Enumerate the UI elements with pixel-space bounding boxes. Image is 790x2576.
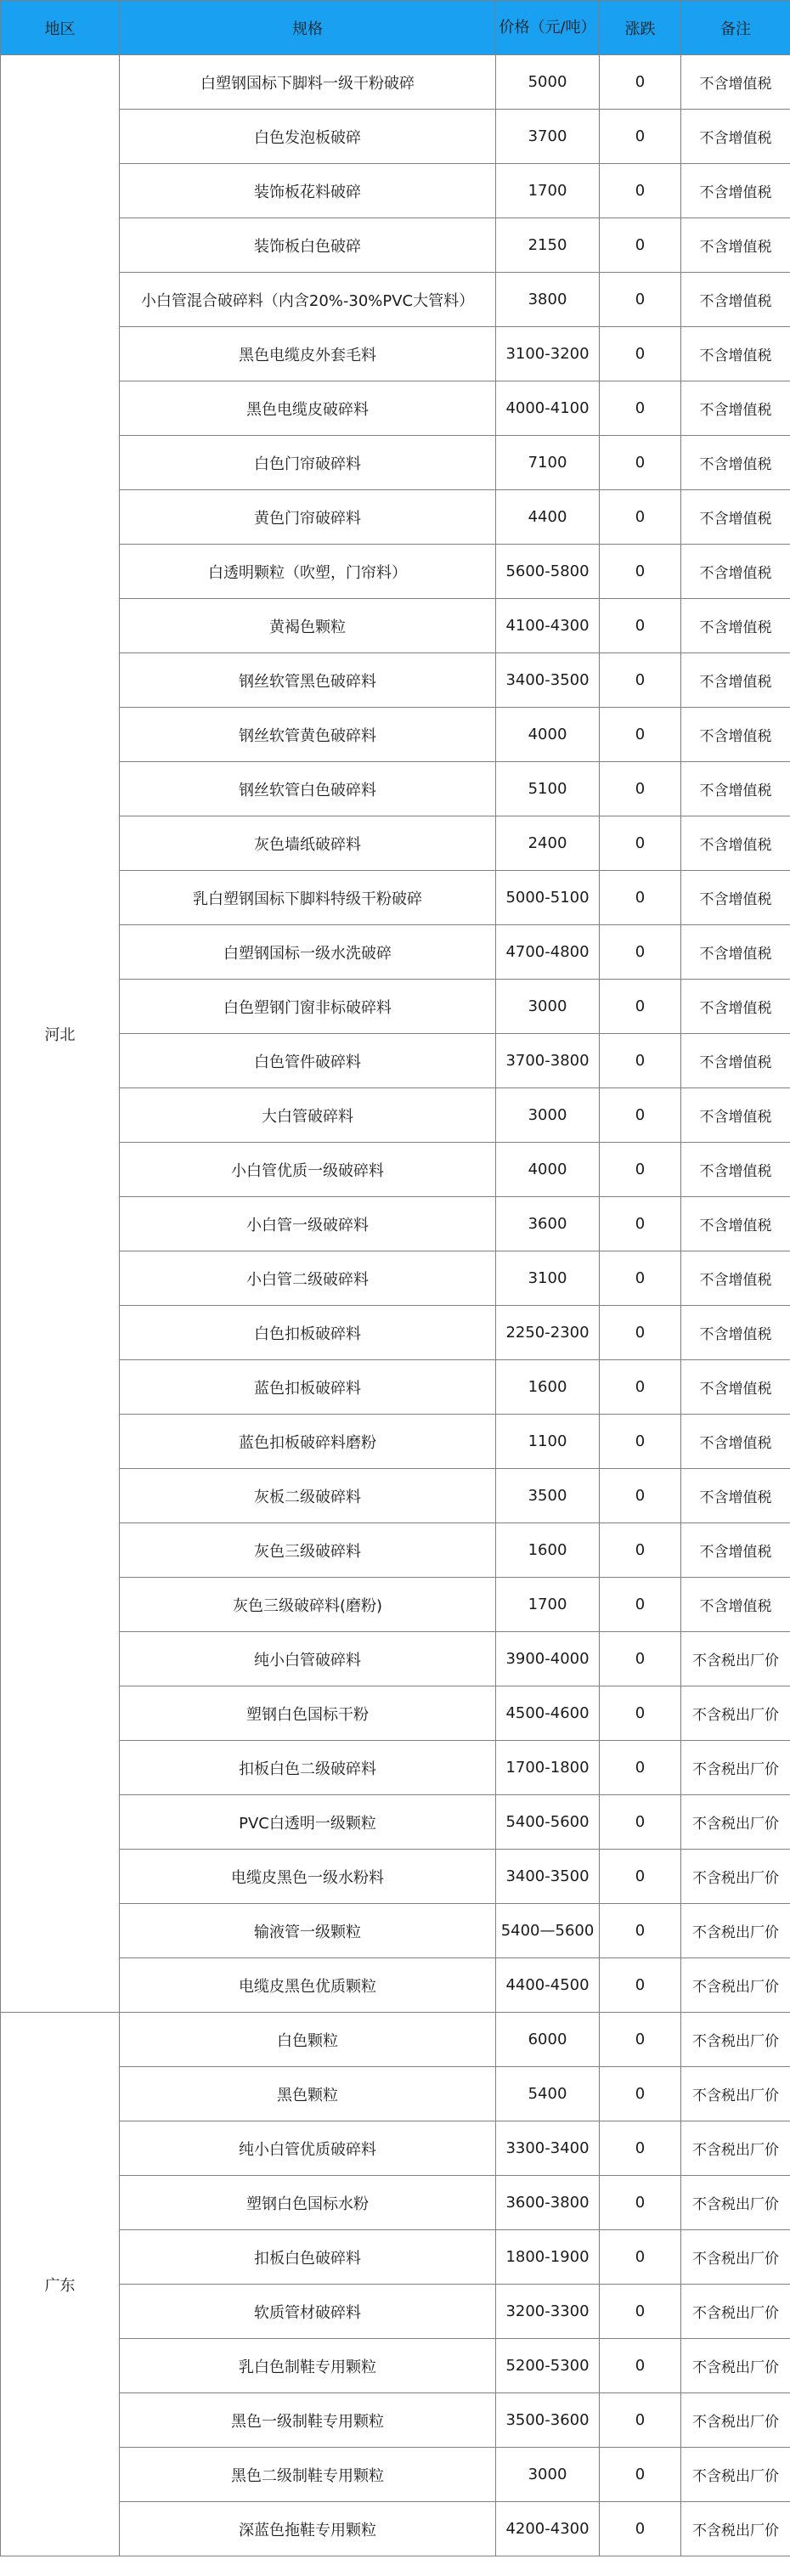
price-cell: 1100 bbox=[496, 1415, 600, 1469]
table-body bbox=[1, 55, 790, 2556]
spec-cell: 装饰板花料破碎 bbox=[120, 164, 496, 218]
spec-cell: 白色颗粒 bbox=[120, 2013, 496, 2067]
table-row bbox=[1, 1795, 790, 1850]
table-row bbox=[1, 708, 790, 762]
price-cell: 4400-4500 bbox=[496, 1958, 600, 2013]
spec-cell: 软质管材破碎料 bbox=[120, 2285, 496, 2339]
table-header-row bbox=[1, 1, 790, 55]
table-row bbox=[1, 2121, 790, 2176]
table-row bbox=[1, 2230, 790, 2285]
table-row bbox=[1, 2176, 790, 2230]
price-cell: 1700 bbox=[496, 1578, 600, 1632]
table-row bbox=[1, 925, 790, 980]
change-cell: 0 bbox=[600, 2230, 681, 2285]
note-cell: 不含增值税 bbox=[681, 381, 790, 436]
price-cell: 5400-5600 bbox=[496, 1795, 600, 1850]
price-cell: 3600-3800 bbox=[496, 2176, 600, 2230]
price-cell: 3000 bbox=[496, 2448, 600, 2502]
price-cell: 3900-4000 bbox=[496, 1632, 600, 1686]
table-row bbox=[1, 762, 790, 816]
table-row bbox=[1, 110, 790, 164]
spec-cell: 钢丝软管黑色破碎料 bbox=[120, 653, 496, 708]
price-cell: 4400 bbox=[496, 490, 600, 545]
change-cell: 0 bbox=[600, 1795, 681, 1850]
change-header: 涨跌 bbox=[600, 1, 681, 55]
spec-cell: 灰色三级破碎料 bbox=[120, 1523, 496, 1578]
price-cell: 4000-4100 bbox=[496, 381, 600, 436]
change-cell: 0 bbox=[600, 436, 681, 490]
note-cell: 不含税出厂价 bbox=[681, 2448, 790, 2502]
price-cell: 5000 bbox=[496, 55, 600, 110]
note-cell: 不含增值税 bbox=[681, 110, 790, 164]
note-cell: 不含增值税 bbox=[681, 55, 790, 110]
table-row bbox=[1, 164, 790, 218]
table-row bbox=[1, 653, 790, 708]
table-row bbox=[1, 1904, 790, 1958]
price-cell: 3100 bbox=[496, 1251, 600, 1306]
price-cell: 3500-3600 bbox=[496, 2393, 600, 2448]
table-row bbox=[1, 273, 790, 327]
price-cell: 3800 bbox=[496, 273, 600, 327]
price-cell: 3700 bbox=[496, 110, 600, 164]
spec-cell: 白色塑钢门窗非标破碎料 bbox=[120, 980, 496, 1034]
change-cell: 0 bbox=[600, 599, 681, 653]
change-cell: 0 bbox=[600, 2013, 681, 2067]
spec-cell: 小白管优质一级破碎料 bbox=[120, 1143, 496, 1197]
note-cell: 不含税出厂价 bbox=[681, 2393, 790, 2448]
change-cell: 0 bbox=[600, 1034, 681, 1088]
note-cell: 不含增值税 bbox=[681, 1360, 790, 1415]
table-row bbox=[1, 1197, 790, 1251]
change-cell: 0 bbox=[600, 1306, 681, 1360]
change-cell: 0 bbox=[600, 1360, 681, 1415]
note-cell: 不含增值税 bbox=[681, 599, 790, 653]
change-cell: 0 bbox=[600, 2339, 681, 2393]
change-cell: 0 bbox=[600, 653, 681, 708]
table-row bbox=[1, 55, 790, 110]
spec-cell: 白塑钢国标一级水洗破碎 bbox=[120, 925, 496, 980]
table-row bbox=[1, 1360, 790, 1415]
price-cell: 3400-3500 bbox=[496, 1850, 600, 1904]
spec-header: 规格 bbox=[120, 1, 496, 55]
table-row bbox=[1, 2502, 790, 2556]
change-cell: 0 bbox=[600, 2067, 681, 2121]
change-cell: 0 bbox=[600, 2121, 681, 2176]
change-cell: 0 bbox=[600, 110, 681, 164]
price-cell: 2150 bbox=[496, 218, 600, 273]
table-row bbox=[1, 218, 790, 273]
spec-cell: 黄褐色颗粒 bbox=[120, 599, 496, 653]
note-cell: 不含增值税 bbox=[681, 1415, 790, 1469]
note-cell: 不含税出厂价 bbox=[681, 2176, 790, 2230]
note-cell: 不含税出厂价 bbox=[681, 1741, 790, 1795]
price-cell: 4000 bbox=[496, 1143, 600, 1197]
change-cell: 0 bbox=[600, 2285, 681, 2339]
table-row bbox=[1, 2067, 790, 2121]
spec-cell: 塑钢白色国标干粉 bbox=[120, 1686, 496, 1741]
spec-cell: 白色扣板破碎料 bbox=[120, 1306, 496, 1360]
note-cell: 不含增值税 bbox=[681, 762, 790, 816]
note-cell: 不含增值税 bbox=[681, 653, 790, 708]
change-cell: 0 bbox=[600, 1523, 681, 1578]
change-cell: 0 bbox=[600, 381, 681, 436]
spec-cell: 黄色门帘破碎料 bbox=[120, 490, 496, 545]
price-cell: 1600 bbox=[496, 1360, 600, 1415]
spec-cell: 小白管二级破碎料 bbox=[120, 1251, 496, 1306]
change-cell: 0 bbox=[600, 1904, 681, 1958]
table-row bbox=[1, 871, 790, 925]
spec-cell: 蓝色扣板破碎料 bbox=[120, 1360, 496, 1415]
change-cell: 0 bbox=[600, 2448, 681, 2502]
table-row bbox=[1, 1306, 790, 1360]
spec-cell: PVC白透明一级颗粒 bbox=[120, 1795, 496, 1850]
price-cell: 1600 bbox=[496, 1523, 600, 1578]
table-row bbox=[1, 1034, 790, 1088]
note-cell: 不含增值税 bbox=[681, 1034, 790, 1088]
change-cell: 0 bbox=[600, 925, 681, 980]
spec-cell: 黑色电缆皮外套毛料 bbox=[120, 327, 496, 381]
spec-cell: 乳白色制鞋专用颗粒 bbox=[120, 2339, 496, 2393]
change-cell: 0 bbox=[600, 1741, 681, 1795]
spec-cell: 电缆皮黑色优质颗粒 bbox=[120, 1958, 496, 2013]
price-cell: 4700-4800 bbox=[496, 925, 600, 980]
change-cell: 0 bbox=[600, 762, 681, 816]
change-cell: 0 bbox=[600, 2176, 681, 2230]
spec-cell: 输液管一级颗粒 bbox=[120, 1904, 496, 1958]
table-row bbox=[1, 816, 790, 871]
spec-cell: 黑色二级制鞋专用颗粒 bbox=[120, 2448, 496, 2502]
note-cell: 不含增值税 bbox=[681, 925, 790, 980]
table-row bbox=[1, 2448, 790, 2502]
table-row bbox=[1, 1469, 790, 1523]
table-row bbox=[1, 1523, 790, 1578]
spec-cell: 白塑钢国标下脚料一级干粉破碎 bbox=[120, 55, 496, 110]
note-cell: 不含增值税 bbox=[681, 1143, 790, 1197]
price-cell: 4200-4300 bbox=[496, 2502, 600, 2556]
price-cell: 3000 bbox=[496, 1088, 600, 1143]
spec-cell: 纯小白管优质破碎料 bbox=[120, 2121, 496, 2176]
spec-cell: 装饰板白色破碎 bbox=[120, 218, 496, 273]
price-cell: 4100-4300 bbox=[496, 599, 600, 653]
note-cell: 不含增值税 bbox=[681, 1306, 790, 1360]
spec-cell: 小白管一级破碎料 bbox=[120, 1197, 496, 1251]
table-row bbox=[1, 327, 790, 381]
note-cell: 不含税出厂价 bbox=[681, 1958, 790, 2013]
price-cell: 3200-3300 bbox=[496, 2285, 600, 2339]
note-cell: 不含税出厂价 bbox=[681, 2013, 790, 2067]
spec-cell: 白色门帘破碎料 bbox=[120, 436, 496, 490]
table-row bbox=[1, 1578, 790, 1632]
note-cell: 不含增值税 bbox=[681, 1523, 790, 1578]
price-cell: 3000 bbox=[496, 980, 600, 1034]
spec-cell: 深蓝色拖鞋专用颗粒 bbox=[120, 2502, 496, 2556]
note-cell: 不含增值税 bbox=[681, 490, 790, 545]
table-row bbox=[1, 1088, 790, 1143]
price-cell: 6000 bbox=[496, 2013, 600, 2067]
price-cell: 3400-3500 bbox=[496, 653, 600, 708]
table-row bbox=[1, 2285, 790, 2339]
change-cell: 0 bbox=[600, 327, 681, 381]
price-cell: 3600 bbox=[496, 1197, 600, 1251]
spec-cell: 扣板白色二级破碎料 bbox=[120, 1741, 496, 1795]
change-cell: 0 bbox=[600, 1578, 681, 1632]
spec-cell: 黑色颗粒 bbox=[120, 2067, 496, 2121]
spec-cell: 纯小白管破碎料 bbox=[120, 1632, 496, 1686]
note-cell: 不含税出厂价 bbox=[681, 1686, 790, 1741]
change-cell: 0 bbox=[600, 816, 681, 871]
change-cell: 0 bbox=[600, 1197, 681, 1251]
table-row bbox=[1, 1741, 790, 1795]
change-cell: 0 bbox=[600, 871, 681, 925]
spec-cell: 电缆皮黑色一级水粉料 bbox=[120, 1850, 496, 1904]
note-cell: 不含增值税 bbox=[681, 1469, 790, 1523]
price-header: 价格（元/吨） bbox=[496, 1, 600, 55]
change-cell: 0 bbox=[600, 2502, 681, 2556]
region-cell: 河北 bbox=[1, 55, 120, 2013]
spec-cell: 乳白塑钢国标下脚料特级干粉破碎 bbox=[120, 871, 496, 925]
change-cell: 0 bbox=[600, 1143, 681, 1197]
change-cell: 0 bbox=[600, 1850, 681, 1904]
note-cell: 不含税出厂价 bbox=[681, 2502, 790, 2556]
change-cell: 0 bbox=[600, 1686, 681, 1741]
note-cell: 不含增值税 bbox=[681, 871, 790, 925]
price-cell: 7100 bbox=[496, 436, 600, 490]
spec-cell: 扣板白色破碎料 bbox=[120, 2230, 496, 2285]
change-cell: 0 bbox=[600, 980, 681, 1034]
note-cell: 不含税出厂价 bbox=[681, 2067, 790, 2121]
note-cell: 不含增值税 bbox=[681, 980, 790, 1034]
price-cell: 2400 bbox=[496, 816, 600, 871]
note-cell: 不含增值税 bbox=[681, 545, 790, 599]
note-cell: 不含税出厂价 bbox=[681, 2285, 790, 2339]
price-cell: 5200-5300 bbox=[496, 2339, 600, 2393]
spec-cell: 塑钢白色国标水粉 bbox=[120, 2176, 496, 2230]
change-cell: 0 bbox=[600, 1632, 681, 1686]
price-cell: 3500 bbox=[496, 1469, 600, 1523]
spec-cell: 黑色一级制鞋专用颗粒 bbox=[120, 2393, 496, 2448]
price-cell: 5600-5800 bbox=[496, 545, 600, 599]
table-row bbox=[1, 1251, 790, 1306]
price-cell: 1700-1800 bbox=[496, 1741, 600, 1795]
spec-cell: 灰板二级破碎料 bbox=[120, 1469, 496, 1523]
price-cell: 5000-5100 bbox=[496, 871, 600, 925]
note-cell: 不含增值税 bbox=[681, 1088, 790, 1143]
price-cell: 3100-3200 bbox=[496, 327, 600, 381]
price-cell: 4500-4600 bbox=[496, 1686, 600, 1741]
spec-cell: 白透明颗粒（吹塑，门帘料） bbox=[120, 545, 496, 599]
spec-cell: 钢丝软管白色破碎料 bbox=[120, 762, 496, 816]
spec-cell: 钢丝软管黄色破碎料 bbox=[120, 708, 496, 762]
price-cell: 5400 bbox=[496, 2067, 600, 2121]
table-row bbox=[1, 980, 790, 1034]
change-cell: 0 bbox=[600, 1958, 681, 2013]
note-cell: 不含税出厂价 bbox=[681, 2121, 790, 2176]
price-cell: 1700 bbox=[496, 164, 600, 218]
table-row bbox=[1, 599, 790, 653]
table-row bbox=[1, 1143, 790, 1197]
price-cell: 3300-3400 bbox=[496, 2121, 600, 2176]
note-cell: 不含增值税 bbox=[681, 708, 790, 762]
table-row bbox=[1, 1958, 790, 2013]
note-cell: 不含税出厂价 bbox=[681, 1795, 790, 1850]
note-cell: 不含增值税 bbox=[681, 816, 790, 871]
change-cell: 0 bbox=[600, 1088, 681, 1143]
change-cell: 0 bbox=[600, 273, 681, 327]
price-cell: 5100 bbox=[496, 762, 600, 816]
spec-cell: 黑色电缆皮破碎料 bbox=[120, 381, 496, 436]
note-cell: 不含增值税 bbox=[681, 218, 790, 273]
change-cell: 0 bbox=[600, 164, 681, 218]
note-cell: 不含税出厂价 bbox=[681, 1904, 790, 1958]
table-row bbox=[1, 381, 790, 436]
change-cell: 0 bbox=[600, 545, 681, 599]
spec-cell: 白色发泡板破碎 bbox=[120, 110, 496, 164]
table-row bbox=[1, 1850, 790, 1904]
table-row bbox=[1, 436, 790, 490]
change-cell: 0 bbox=[600, 218, 681, 273]
note-cell: 不含增值税 bbox=[681, 1197, 790, 1251]
change-cell: 0 bbox=[600, 490, 681, 545]
price-cell: 2250-2300 bbox=[496, 1306, 600, 1360]
note-cell: 不含增值税 bbox=[681, 327, 790, 381]
change-cell: 0 bbox=[600, 1469, 681, 1523]
note-header: 备注 bbox=[681, 1, 790, 55]
table-row bbox=[1, 1632, 790, 1686]
table-row bbox=[1, 2339, 790, 2393]
price-cell: 1800-1900 bbox=[496, 2230, 600, 2285]
change-cell: 0 bbox=[600, 1251, 681, 1306]
region-cell: 广东 bbox=[1, 2013, 120, 2556]
table-row bbox=[1, 490, 790, 545]
table-row bbox=[1, 1415, 790, 1469]
price-cell: 5400—5600 bbox=[496, 1904, 600, 1958]
price-cell: 4000 bbox=[496, 708, 600, 762]
note-cell: 不含增值税 bbox=[681, 273, 790, 327]
note-cell: 不含增值税 bbox=[681, 1251, 790, 1306]
change-cell: 0 bbox=[600, 55, 681, 110]
spec-cell: 小白管混合破碎料（内含20%-30%PVC大管料） bbox=[120, 273, 496, 327]
note-cell: 不含税出厂价 bbox=[681, 2230, 790, 2285]
table-row bbox=[1, 2393, 790, 2448]
note-cell: 不含增值税 bbox=[681, 1578, 790, 1632]
table-row bbox=[1, 1686, 790, 1741]
spec-cell: 灰色墙纸破碎料 bbox=[120, 816, 496, 871]
note-cell: 不含税出厂价 bbox=[681, 1850, 790, 1904]
change-cell: 0 bbox=[600, 2393, 681, 2448]
change-cell: 0 bbox=[600, 708, 681, 762]
spec-cell: 白色管件破碎料 bbox=[120, 1034, 496, 1088]
note-cell: 不含税出厂价 bbox=[681, 2339, 790, 2393]
note-cell: 不含税出厂价 bbox=[681, 1632, 790, 1686]
spec-cell: 大白管破碎料 bbox=[120, 1088, 496, 1143]
note-cell: 不含增值税 bbox=[681, 436, 790, 490]
spec-cell: 灰色三级破碎料(磨粉) bbox=[120, 1578, 496, 1632]
price-cell: 3700-3800 bbox=[496, 1034, 600, 1088]
table-row bbox=[1, 2013, 790, 2067]
region-header: 地区 bbox=[1, 1, 120, 55]
spec-cell: 蓝色扣板破碎料磨粉 bbox=[120, 1415, 496, 1469]
note-cell: 不含增值税 bbox=[681, 164, 790, 218]
change-cell: 0 bbox=[600, 1415, 681, 1469]
table-row bbox=[1, 545, 790, 599]
